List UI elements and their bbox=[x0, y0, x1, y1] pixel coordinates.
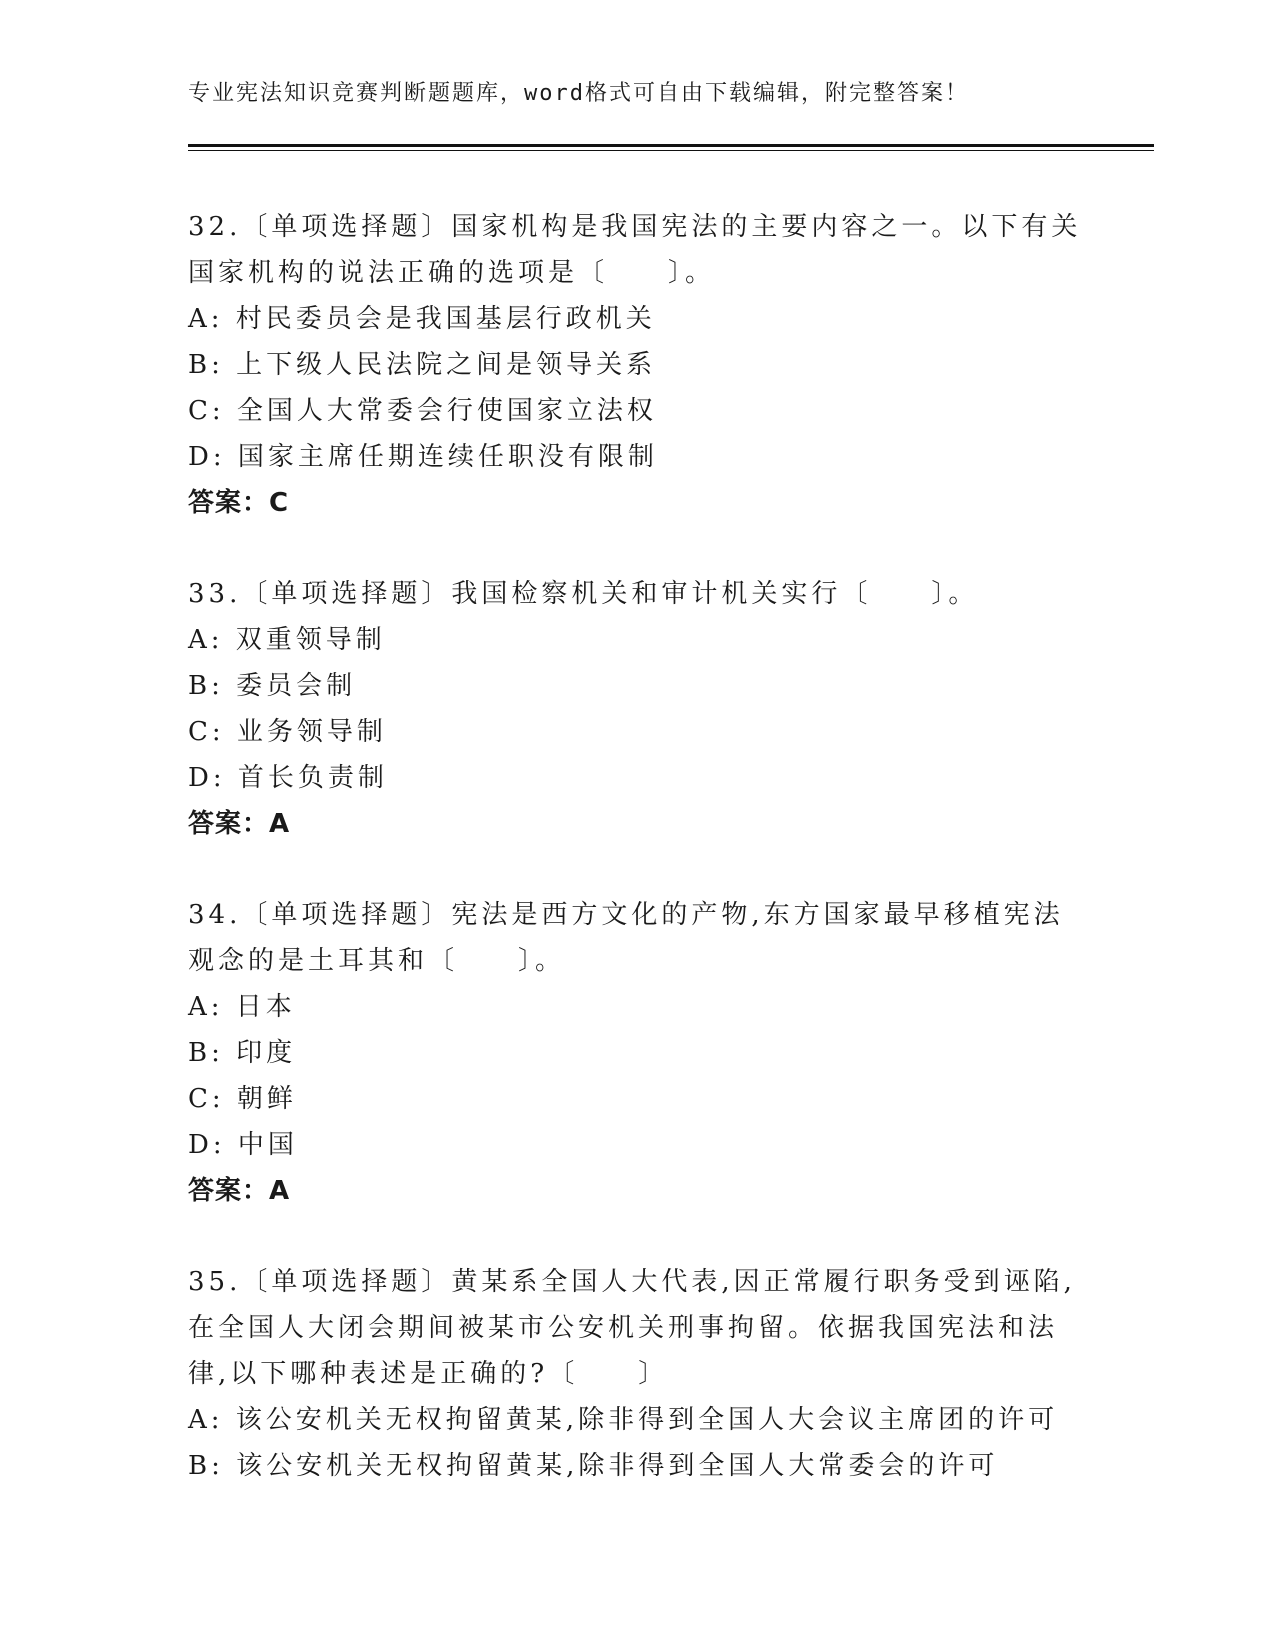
option-c: C: 朝鲜 bbox=[188, 1084, 297, 1114]
option-c: C: 全国人大常委会行使国家立法权 bbox=[188, 396, 657, 426]
question-stem: 35.〔单项选择题〕黄某系全国人大代表,因正常履行职务受到诬陷,在全国人大闭会期间被某市公安机关刑事拘留。依据我国宪法和法律,以下哪种表述是正确的?〔 〕 bbox=[188, 1267, 1076, 1389]
question-34 bbox=[188, 892, 1088, 1214]
question-35 bbox=[188, 1259, 1088, 1489]
question-33 bbox=[188, 571, 1088, 847]
answer-line: 答案：C bbox=[188, 488, 290, 518]
option-b: B: 该公安机关无权拘留黄某,除非得到全国人大常委会的许可 bbox=[188, 1451, 999, 1481]
option-d: D: 首长负责制 bbox=[188, 763, 388, 793]
answer-line: 答案：A bbox=[188, 809, 291, 839]
option-a: A: 村民委员会是我国基层行政机关 bbox=[188, 304, 656, 334]
question-stem: 33.〔单项选择题〕我国检察机关和审计机关实行〔 〕。 bbox=[188, 579, 979, 609]
question-stem: 32.〔单项选择题〕国家机构是我国宪法的主要内容之一。以下有关国家机构的说法正确的选项是〔 〕。 bbox=[188, 212, 1082, 288]
option-d: D: 中国 bbox=[188, 1130, 298, 1160]
option-a: A: 双重领导制 bbox=[188, 625, 386, 655]
header-divider-thin bbox=[188, 150, 1154, 151]
answer-line: 答案：A bbox=[188, 1176, 291, 1206]
question-list bbox=[188, 204, 1088, 1534]
option-a: A: 日本 bbox=[188, 992, 296, 1022]
option-b: B: 委员会制 bbox=[188, 671, 357, 701]
option-d: D: 国家主席任期连续任职没有限制 bbox=[188, 442, 658, 472]
option-c: C: 业务领导制 bbox=[188, 717, 387, 747]
option-b: B: 印度 bbox=[188, 1038, 297, 1068]
question-32 bbox=[188, 204, 1088, 526]
header-divider-thick bbox=[188, 144, 1154, 147]
question-stem: 34.〔单项选择题〕宪法是西方文化的产物,东方国家最早移植宪法观念的是土耳其和〔 〕。 bbox=[188, 900, 1064, 976]
page-header: 专业宪法知识竞赛判断题题库，word格式可自由下载编辑，附完整答案！ bbox=[188, 81, 969, 106]
option-b: B: 上下级人民法院之间是领导关系 bbox=[188, 350, 657, 380]
option-a: A: 该公安机关无权拘留黄某,除非得到全国人大会议主席团的许可 bbox=[188, 1405, 1059, 1435]
